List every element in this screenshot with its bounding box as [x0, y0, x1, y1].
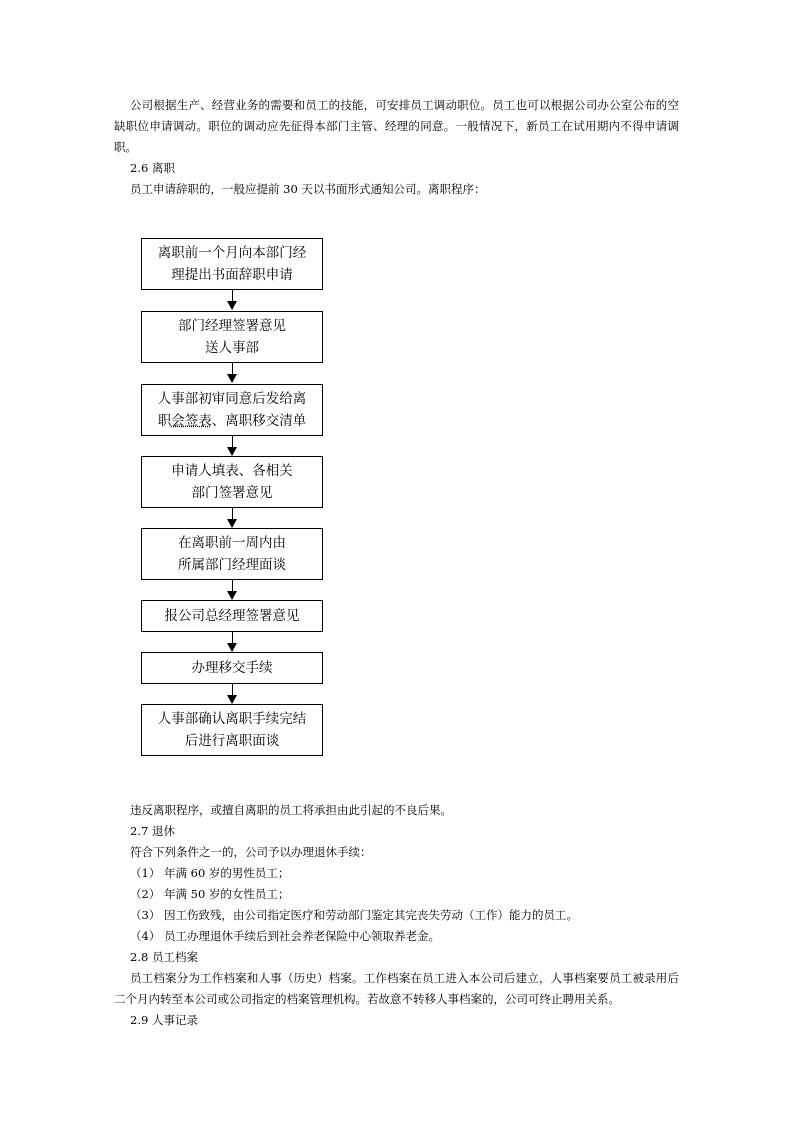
flow-step-4 — [141, 456, 323, 508]
flow-step-2-line2: 送人事部 — [205, 340, 259, 356]
retirement-item-number: （1） — [130, 866, 161, 880]
flow-step-6 — [141, 600, 323, 632]
resignation-consequence: 违反离职程序，或擅自离职的员工将承担由此引起的不良后果。 — [130, 803, 452, 817]
flow-arrow-7 — [232, 684, 233, 703]
flow-step-8-line1: 人事部确认离职手续完结 — [157, 711, 307, 727]
flow-step-1-line1: 离职前一个月向本部门经 — [157, 245, 307, 261]
flow-step-8-line2: 后进行离职面谈 — [184, 733, 280, 749]
flow-step-5-line1: 在离职前一周内由 — [178, 535, 286, 551]
flow-step-3-line1: 人事部初审同意后发给离 — [157, 391, 307, 407]
section-heading-retirement: 2.7 退休 — [130, 824, 175, 838]
flow-step-5 — [141, 528, 323, 580]
flow-arrow-6 — [232, 632, 233, 651]
flow-step-3-line2 — [142, 410, 322, 432]
retirement-item-text: 员工办理退休手续后到社会养老保险中心领取养老金。 — [163, 929, 440, 943]
retirement-item-text: 因工伤致残，由公司指定医疗和劳动部门鉴定其完丧失劳动（工作）能力的员工。 — [163, 908, 578, 922]
flow-step-1-line2: 理提出书面辞职申请 — [171, 267, 293, 283]
section-heading-personnel: 2.9 人事记录 — [130, 1013, 198, 1027]
flow-step-6-line1: 报公司总经理签署意见 — [164, 608, 300, 624]
flow-step-3-line2-b: 会签表 — [171, 413, 212, 429]
flow-arrow-4 — [232, 508, 233, 527]
flow-step-3 — [141, 384, 323, 436]
flow-arrow-3 — [232, 436, 233, 455]
flow-step-4-line1: 申请人填表、各相关 — [171, 463, 293, 479]
flow-step-2 — [141, 311, 323, 363]
retirement-item — [130, 926, 440, 947]
flow-step-3-line2-c: 、离职移交清单 — [211, 413, 307, 429]
retirement-item-number: （4） — [130, 929, 161, 943]
retirement-item — [130, 884, 289, 905]
records-paragraph: 员工档案分为工作档案和人事（历史）档案。工作档案在员工进入本公司后建立，人事档案要员工被录用后二个月内转至本公司或公司指定的档案管理机构。若故意不转移人事档案的，公司可终止聘用关系。 — [114, 971, 679, 1006]
retirement-item — [130, 905, 578, 926]
retirement-item-number: （2） — [130, 887, 161, 901]
flow-arrow-1 — [232, 290, 233, 309]
flow-step-4-line2: 部门签署意见 — [191, 485, 273, 501]
section-heading-records: 2.8 员工档案 — [130, 950, 198, 964]
flow-arrow-2 — [232, 363, 233, 382]
flow-step-3-line2-a: 职 — [157, 413, 172, 429]
retirement-intro: 符合下列条件之一的，公司予以办理退休手续： — [130, 845, 372, 859]
retirement-item-number: （3） — [130, 908, 161, 922]
transfer-paragraph: 公司根据生产、经营业务的需要和员工的技能，可安排员工调动职位。员工也可以根据公司办公室公布的空缺职位申请调动。职位的调动应先征得本部门主管、经理的同意。一般情况下，新员工在试用期内不得申请调职。 — [114, 98, 679, 154]
retirement-item-text: 年满 60 岁的男性员工； — [163, 866, 290, 880]
flow-step-7 — [141, 652, 323, 684]
section-heading-resignation: 2.6 离职 — [130, 161, 175, 175]
retirement-item-text: 年满 50 岁的女性员工； — [163, 887, 290, 901]
flow-step-8 — [141, 704, 323, 756]
retirement-item — [130, 863, 289, 884]
resignation-intro: 员工申请辞职的，一般应提前 30 天以书面形式通知公司。离职程序： — [130, 182, 486, 196]
flow-arrow-5 — [232, 580, 233, 599]
flow-step-5-line2: 所属部门经理面谈 — [178, 557, 286, 573]
flow-step-7-line1: 办理移交手续 — [191, 660, 273, 676]
flow-step-2-line1: 部门经理签署意见 — [178, 318, 286, 334]
flow-step-1 — [141, 238, 323, 290]
